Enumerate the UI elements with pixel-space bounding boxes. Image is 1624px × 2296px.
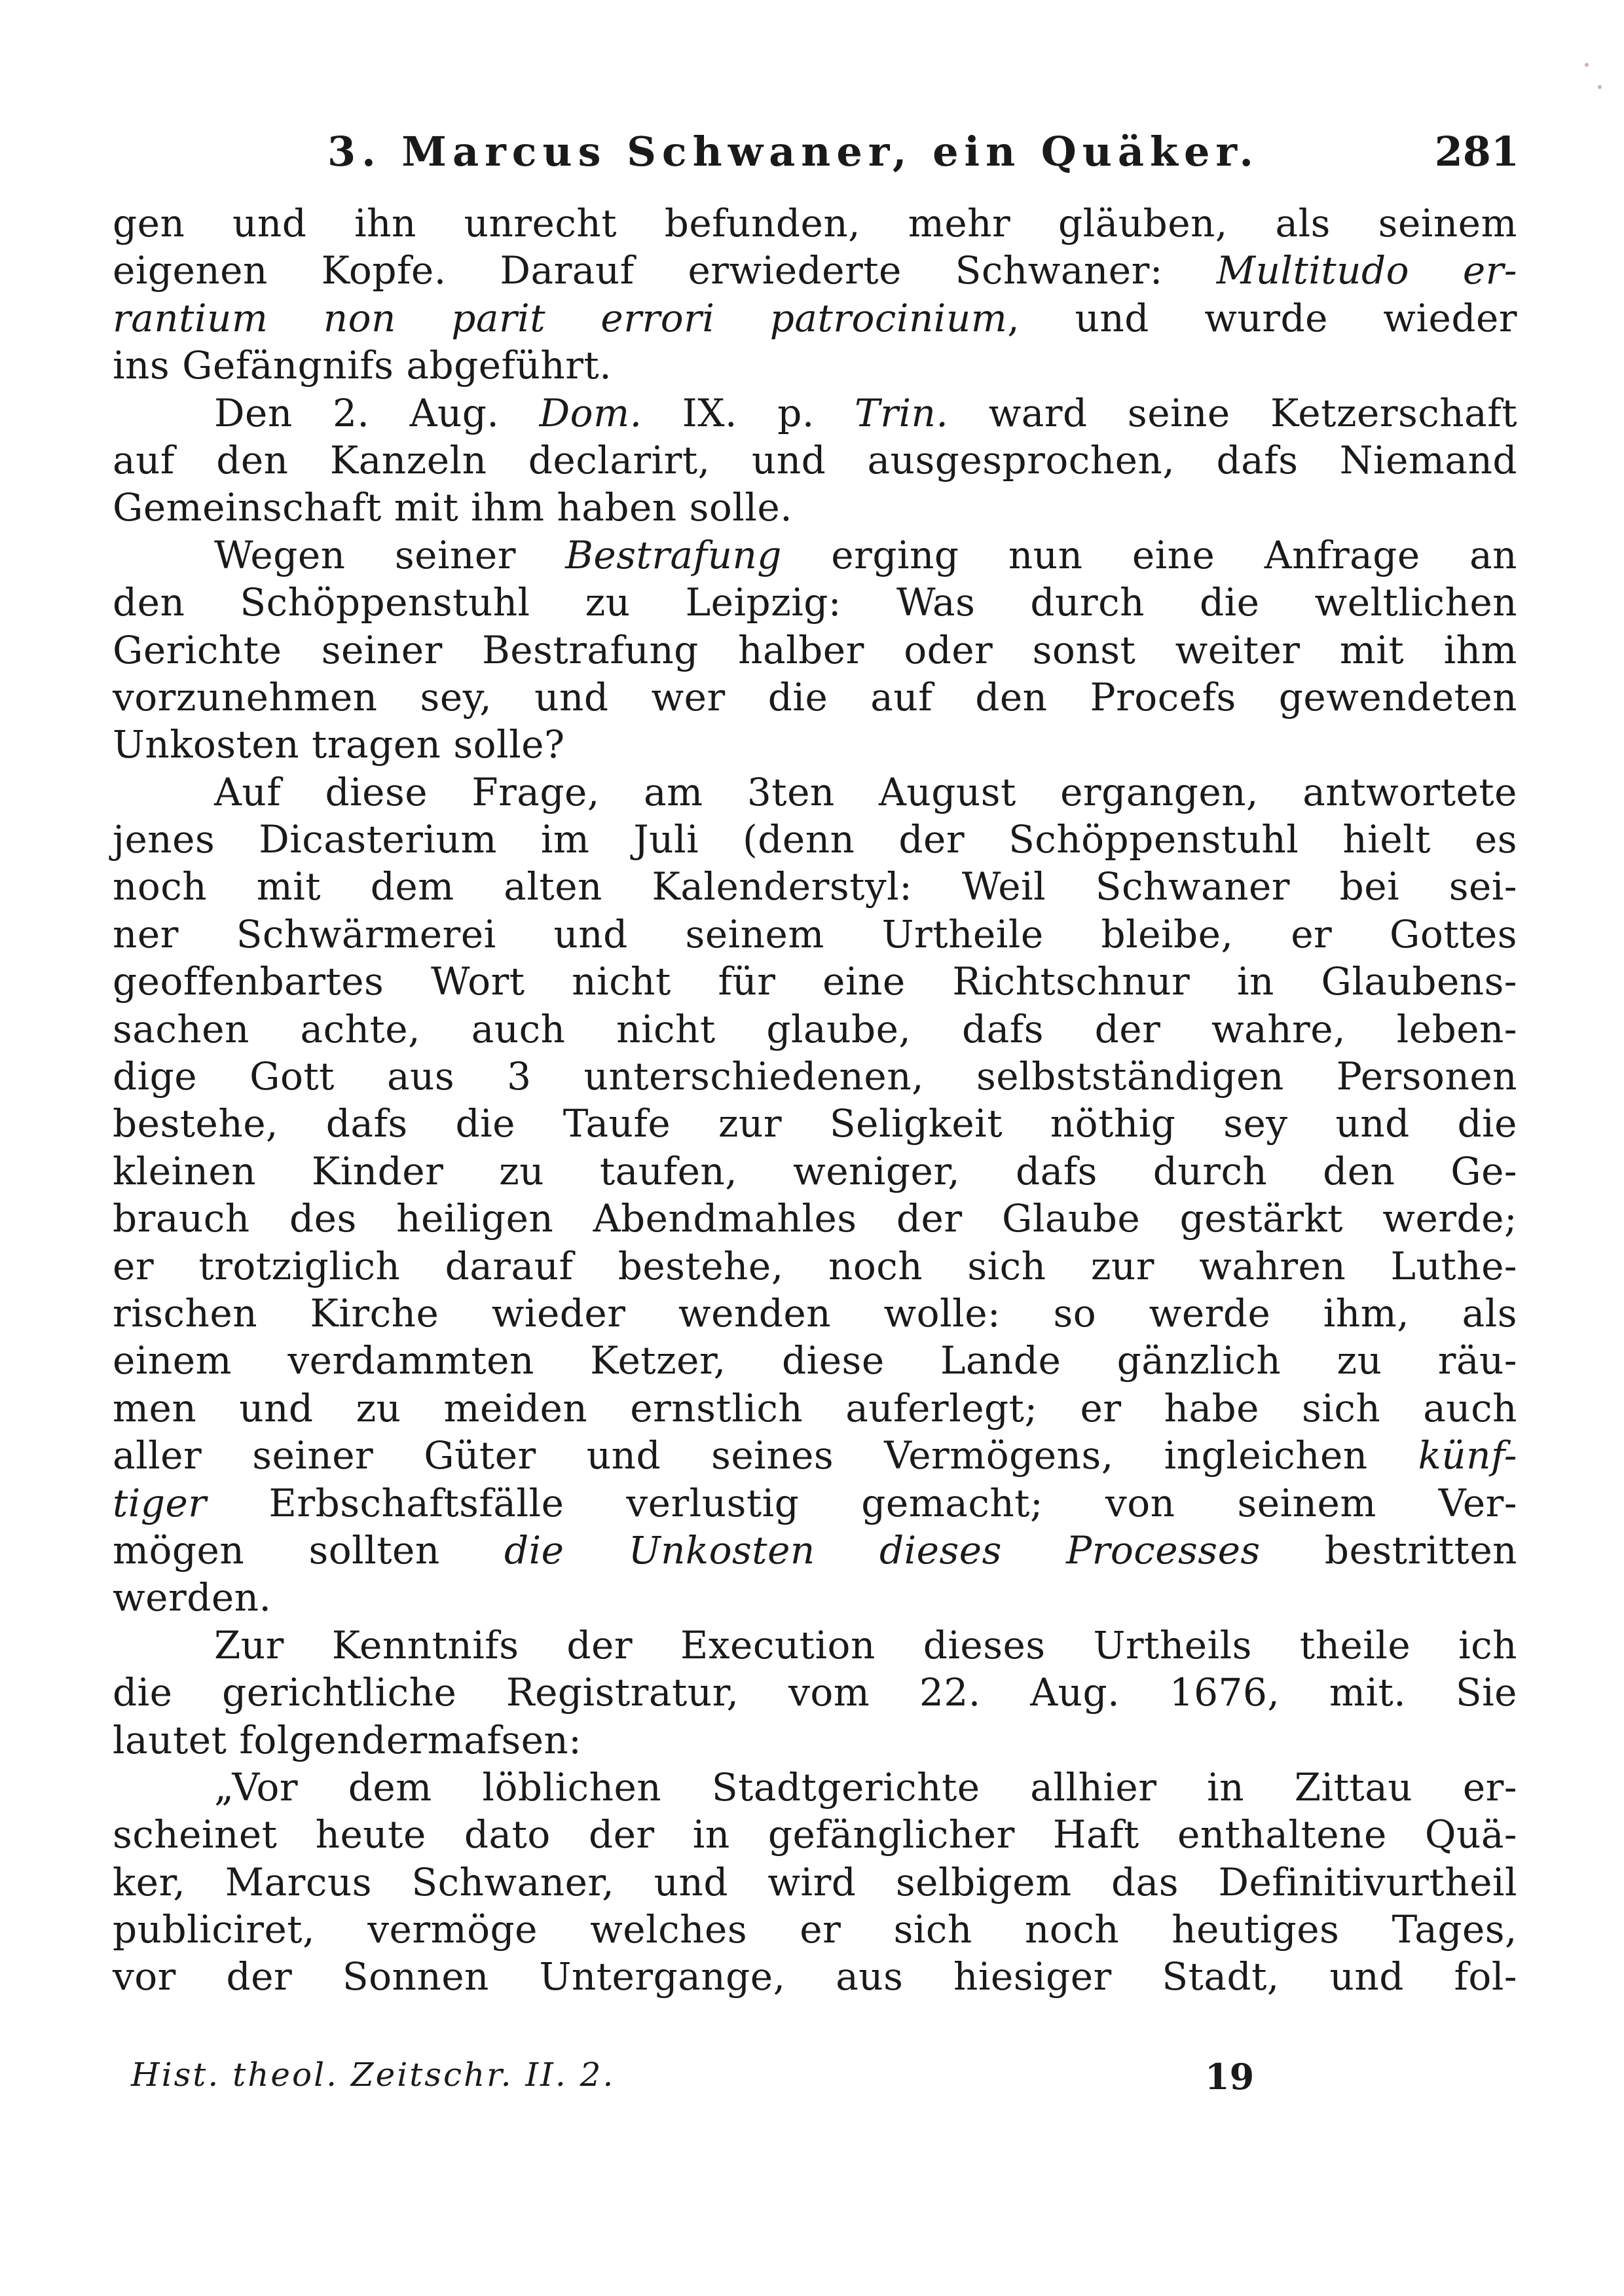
page-number: 281 xyxy=(1434,128,1519,175)
text-segment: IX. p. xyxy=(642,390,855,435)
text-line xyxy=(113,816,1517,863)
text-segment: Gerichte seiner Bestrafung halber oder sonst weiter mit ihm xyxy=(113,627,1517,672)
text-line xyxy=(113,863,1517,910)
text-line xyxy=(113,1385,1517,1432)
text-line xyxy=(113,247,1517,294)
italic-text: künf- xyxy=(1418,1433,1517,1478)
text-segment: gen und ihn unrecht befunden, mehr gläuben, als seinem xyxy=(113,201,1517,246)
text-line xyxy=(113,1148,1517,1195)
journal-reference: Hist. theol. Zeitschr. II. 2. xyxy=(131,2056,616,2094)
italic-text: Trin. xyxy=(855,390,949,435)
text-segment: publiciret, vermöge welches er sich noch heutiges Tages, xyxy=(113,1907,1517,1952)
text-line xyxy=(113,484,1517,531)
text-segment: jenes Dicasterium im Juli (denn der Schöppenstuhl hielt es xyxy=(113,817,1517,862)
text-segment: brauch des heiligen Abendmahles der Glaube gestärkt werde; xyxy=(113,1196,1517,1241)
text-segment: kleinen Kinder zu taufen, weniger, dafs durch den Ge- xyxy=(113,1148,1517,1194)
text-line xyxy=(113,1337,1517,1384)
text-segment: werden. xyxy=(113,1575,272,1620)
scan-speck xyxy=(1598,85,1602,89)
body-text xyxy=(113,200,1517,2001)
text-line xyxy=(113,1527,1517,1574)
text-line xyxy=(113,1764,1517,1811)
text-line xyxy=(113,1243,1517,1290)
text-line xyxy=(113,295,1517,342)
text-segment: rischen Kirche wieder wenden wolle: so werde ihm, als xyxy=(113,1290,1517,1336)
italic-text: Dom. xyxy=(539,390,642,435)
text-segment: bestehe, dafs die Taufe zur Seligkeit nöthig sey und die xyxy=(113,1101,1517,1146)
text-segment: Wegen seiner xyxy=(214,532,566,577)
text-line xyxy=(113,911,1517,958)
text-segment: dige Gott aus 3 unterschiedenen, selbstständigen Personen xyxy=(113,1054,1517,1099)
text-segment: erging nun eine Anfrage an xyxy=(781,532,1517,577)
text-line xyxy=(113,627,1517,674)
text-line xyxy=(113,1906,1517,1953)
running-title: 3. Marcus Schwaner, ein Quäker. xyxy=(327,128,1259,175)
scan-speck xyxy=(1585,63,1589,67)
text-segment: men und zu meiden ernstlich auferlegt; er habe sich auch xyxy=(113,1385,1517,1430)
text-line xyxy=(113,342,1517,389)
text-segment: ker, Marcus Schwaner, und wird selbigem das Definitivurtheil xyxy=(113,1859,1517,1904)
text-line xyxy=(113,1053,1517,1100)
text-line xyxy=(113,1953,1517,2000)
text-line xyxy=(113,1574,1517,1621)
text-line xyxy=(113,1622,1517,1669)
text-segment: Unkosten tragen solle? xyxy=(113,722,565,767)
text-segment: ward seine Ketzerschaft xyxy=(948,390,1517,435)
text-segment: einem verdammten Ketzer, diese Lande gänzlich zu räu- xyxy=(113,1338,1517,1383)
italic-text: tiger xyxy=(113,1480,207,1525)
text-segment: aller seiner Güter und seines Vermögens, ingleichen xyxy=(113,1433,1418,1478)
text-segment: sachen achte, auch nicht glaube, dafs der wahre, leben- xyxy=(113,1006,1517,1051)
text-segment: lautet folgendermafsen: xyxy=(113,1717,582,1762)
text-segment: scheinet heute dato der in gefänglicher Haft enthaltene Quä- xyxy=(113,1812,1517,1857)
text-segment: Gemeinschaft mit ihm haben solle. xyxy=(113,485,793,530)
text-line xyxy=(113,721,1517,768)
text-segment: vor der Sonnen Untergange, aus hiesiger Stadt, und fol- xyxy=(113,1954,1517,1999)
text-line xyxy=(113,532,1517,579)
text-line xyxy=(113,437,1517,484)
text-segment: Zur Kenntnifs der Execution dieses Urtheils theile ich xyxy=(214,1622,1517,1667)
text-line xyxy=(113,1480,1517,1527)
text-segment: ins Gefängnifs abgeführt. xyxy=(113,343,612,388)
text-line xyxy=(113,1100,1517,1147)
text-segment: die gerichtliche Registratur, vom 22. Aug. 1676, mit. Sie xyxy=(113,1670,1517,1715)
text-segment: eigenen Kopfe. Darauf erwiederte Schwaner: xyxy=(113,248,1217,293)
text-line xyxy=(113,200,1517,247)
text-segment: noch mit dem alten Kalenderstyl: Weil Schwaner bei sei- xyxy=(113,864,1517,909)
text-line xyxy=(113,1669,1517,1716)
text-line xyxy=(113,579,1517,626)
text-line xyxy=(113,1006,1517,1053)
text-segment: geoffenbartes Wort nicht für eine Richtschnur in Glaubens- xyxy=(113,959,1517,1004)
text-line xyxy=(113,390,1517,437)
text-segment: den Schöppenstuhl zu Leipzig: Was durch die weltlichen xyxy=(113,580,1517,625)
text-segment: bestritten xyxy=(1260,1527,1517,1573)
italic-text: Multitudo er- xyxy=(1216,248,1517,293)
text-segment: vorzunehmen sey, und wer die auf den Procefs gewendeten xyxy=(113,674,1517,720)
text-line xyxy=(113,674,1517,721)
text-segment: ner Schwärmerei und seinem Urtheile bleibe, er Gottes xyxy=(113,911,1517,957)
text-line xyxy=(113,769,1517,816)
text-segment: „Vor dem löblichen Stadtgerichte allhier in Zittau er- xyxy=(214,1764,1517,1810)
text-line xyxy=(113,1195,1517,1242)
text-line xyxy=(113,1432,1517,1479)
text-line xyxy=(113,1859,1517,1906)
signature-mark: 19 xyxy=(1205,2056,1255,2098)
text-segment: auf den Kanzeln declarirt, und ausgesprochen, dafs Niemand xyxy=(113,437,1517,483)
text-segment: mögen sollten xyxy=(113,1527,504,1573)
text-line xyxy=(113,958,1517,1005)
text-line xyxy=(113,1811,1517,1858)
text-segment: , und wurde wieder xyxy=(1007,295,1517,340)
page-footer xyxy=(131,2056,1506,2108)
text-segment: Auf diese Frage, am 3ten August ergangen, antwortete xyxy=(214,769,1517,814)
text-segment: Den 2. Aug. xyxy=(214,390,540,435)
text-segment: Erbschaftsfälle verlustig gemacht; von seinem Ver- xyxy=(206,1480,1517,1525)
running-header xyxy=(111,128,1519,187)
text-line xyxy=(113,1717,1517,1764)
text-line xyxy=(113,1290,1517,1337)
text-segment: er trotziglich darauf bestehe, noch sich zur wahren Luthe- xyxy=(113,1243,1517,1288)
italic-text: die Unkosten dieses Processes xyxy=(504,1527,1261,1573)
italic-text: Bestrafung xyxy=(565,532,782,577)
italic-text: rantium non parit errori patrocinium xyxy=(113,295,1008,340)
